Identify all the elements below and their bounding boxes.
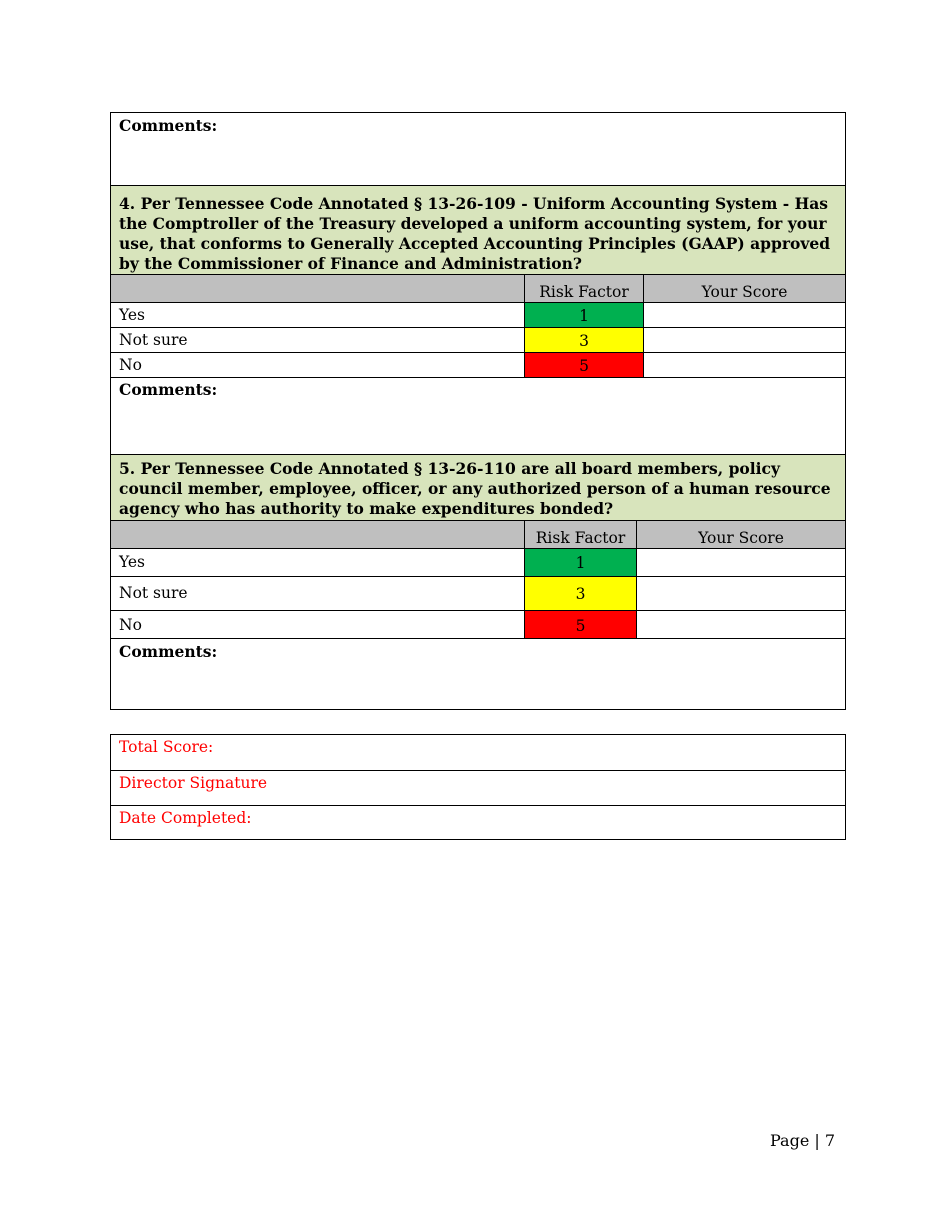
total-score-row[interactable] — [111, 735, 845, 770]
question-4-text: 4. Per Tennessee Code Annotated § 13-26-109 - Uniform Accounting System - Has the Comptroller of the Treasury developed a uniform accounting system, for your use, that conforms to Generally Accepted Accounting Principles (GAAP) approved by the Commissioner of Finance and Administration? — [119, 194, 831, 273]
risk-factor-value: 1 — [524, 303, 643, 327]
risk-factor-value: 5 — [524, 611, 636, 638]
page-number: Page | 7 — [770, 1131, 836, 1150]
comments-label: Comments: — [119, 380, 218, 399]
question-5-text: 5. Per Tennessee Code Annotated § 13-26-110 are all board members, policy council member, employee, officer, or any authorized person of a human resource agency who has authority to make expenditures bonded? — [119, 459, 831, 518]
q5-option-yes — [111, 548, 845, 576]
director-signature-row[interactable] — [111, 770, 845, 805]
option-label: No — [119, 616, 142, 634]
option-label: Not sure — [119, 584, 188, 602]
risk-factor-value: 1 — [524, 549, 636, 576]
option-label: Yes — [119, 306, 146, 324]
your-score-input[interactable] — [643, 328, 845, 352]
q4-option-no — [111, 352, 845, 377]
your-score-input[interactable] — [643, 303, 845, 327]
director-signature-label: Director Signature — [119, 774, 268, 792]
option-label: No — [119, 356, 142, 374]
comments-label: Comments: — [119, 642, 218, 661]
q4-option-yes — [111, 302, 845, 327]
q5-option-not-sure — [111, 576, 845, 610]
risk-factor-header: Risk Factor — [524, 521, 636, 548]
option-label: Yes — [119, 553, 146, 571]
your-score-input[interactable] — [643, 353, 845, 377]
date-completed-label: Date Completed: — [119, 809, 252, 827]
q4-option-not-sure — [111, 327, 845, 352]
comments-section-q4[interactable] — [111, 377, 845, 454]
comments-section-q3[interactable] — [111, 113, 845, 185]
risk-factor-value: 5 — [524, 353, 643, 377]
risk-factor-header: Risk Factor — [524, 275, 643, 302]
risk-factor-value: 3 — [524, 328, 643, 352]
your-score-input[interactable] — [636, 577, 845, 610]
summary-table — [110, 734, 846, 840]
question-5 — [111, 454, 845, 520]
assessment-table — [110, 112, 846, 710]
your-score-input[interactable] — [636, 549, 845, 576]
comments-label: Comments: — [119, 116, 218, 135]
risk-factor-value: 3 — [524, 577, 636, 610]
your-score-header: Your Score — [636, 521, 845, 548]
option-label: Not sure — [119, 331, 188, 349]
date-completed-row[interactable] — [111, 805, 845, 839]
question-4 — [111, 185, 845, 274]
total-score-label: Total Score: — [119, 738, 214, 756]
question-5-header-row — [111, 520, 845, 548]
question-4-header-row — [111, 274, 845, 302]
comments-section-q5[interactable] — [111, 638, 845, 709]
your-score-header: Your Score — [643, 275, 845, 302]
your-score-input[interactable] — [636, 611, 845, 638]
q5-option-no — [111, 610, 845, 638]
